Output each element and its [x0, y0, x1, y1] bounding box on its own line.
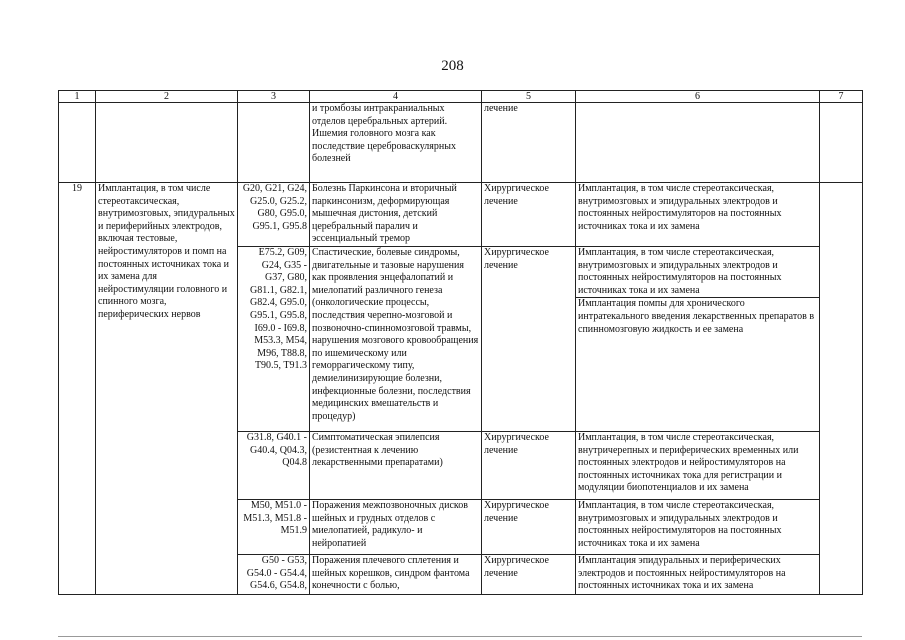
method-cell: Имплантация эпидуральных и периферических электродов и постоянных нейростимуляторов на постоянных источниках тока и их замена — [576, 554, 820, 594]
column-number: 3 — [238, 91, 310, 103]
icd-codes-cell: G20, G21, G24, G25.0, G25.2, G80, G95.0, G95.1, G95.8 — [238, 183, 310, 247]
method-text: Имплантация, в том числе стереотаксическая, внутримозговых и эпидуральных электродов и постоянных нейростимуляторов на постоянных источниках тока и их замена — [578, 246, 782, 296]
diagnosis-cell: Болезнь Паркинсона и вторичный паркинсонизм, деформирующая мышечная дистония, детский церебральный паралич и эссенциальный тремор — [310, 183, 482, 247]
diagnosis-cell: Поражения межпозвоночных дисков шейных и грудных отделов с миелопатией, радикуло- и нейропатией — [310, 499, 482, 554]
continuation-row — [59, 103, 863, 183]
column-number: 4 — [310, 91, 482, 103]
icd-codes-cell: G50 - G53, G54.0 - G54.4, G54.6, G54.8, — [238, 554, 310, 594]
diagnosis-cell: Спастические, болевые синдромы, двигательные и тазовые нарушения как проявления энцефалопатий и миелопатий различного генеза (онкологические процессы, последствия черепно-мозговой и позвоночно-спинномозговой травмы, нарушения мозгового кровообращения по ишемическому или геморрагическому типу, демиелинизирующие болезни, инфекционные болезни, последствия медицинских вмешательств и процедур) — [310, 246, 482, 431]
diagnosis-cell: и тромбозы интракраниальных отделов церебральных артерий. Ишемия головного мозга как последствие цереброваскулярных болезней — [310, 103, 482, 183]
diagnosis-cell: Поражения плечевого сплетения и шейных корешков, синдром фантома конечности с болью, — [310, 554, 482, 594]
column-number: 7 — [820, 91, 863, 103]
column-number: 6 — [576, 91, 820, 103]
medical-care-table — [58, 90, 863, 595]
treatment-cell: лечение — [482, 103, 576, 183]
icd-codes-cell: M50, M51.0 - M51.3, M51.8 - M51.9 — [238, 499, 310, 554]
table-row-19-sub1 — [59, 183, 863, 247]
method-text: Имплантация помпы для хронического интратекального введения лекарственных препаратов в спинномозговую жидкость и ее замена — [576, 297, 819, 336]
treatment-cell: Хирургическое лечение — [482, 554, 576, 594]
icd-codes-cell: G31.8, G40.1 - G40.4, Q04.3, Q04.8 — [238, 431, 310, 499]
column-number: 2 — [96, 91, 238, 103]
treatment-cell: Хирургическое лечение — [482, 431, 576, 499]
page-number: 208 — [441, 58, 464, 74]
method-cell: Имплантация, в том числе стереотаксическая, внутримозговых и эпидуральных электродов и постоянных нейростимуляторов на постоянных источниках тока и их замена — [576, 183, 820, 247]
column-number-row — [59, 91, 863, 103]
page-bottom-rule — [58, 636, 862, 637]
diagnosis-cell: Симптоматическая эпилепсия (резистентная к лечению лекарственными препаратами) — [310, 431, 482, 499]
intervention-cell: Имплантация, в том числе стереотаксическая, внутримозговых, эпидуральных и периферийных электродов, включая тестовые, нейростимуляторов и помп на постоянных источниках тока и их замена для нейростимуляции головного и спинного мозга, периферических нервов — [96, 183, 238, 595]
column-number: 1 — [59, 91, 96, 103]
treatment-cell: Хирургическое лечение — [482, 246, 576, 431]
method-cell: Имплантация, в том числе стереотаксическая, внутримозговых и эпидуральных электродов и постоянных нейростимуляторов на постоянных источниках тока и их замена — [576, 499, 820, 554]
row-number: 19 — [59, 183, 96, 595]
column-number: 5 — [482, 91, 576, 103]
treatment-cell: Хирургическое лечение — [482, 499, 576, 554]
method-cell — [576, 246, 820, 431]
method-cell: Имплантация, в том числе стереотаксическая, внутричерепных и периферических временных или постоянных электродов и нейростимуляторов на постоянных источниках тока для регистрации и модуляции биопотенциалов и их замена — [576, 431, 820, 499]
treatment-cell: Хирургическое лечение — [482, 183, 576, 247]
icd-codes-cell: E75.2, G09, G24, G35 - G37, G80, G81.1, G82.1, G82.4, G95.0, G95.1, G95.8, I69.0 - I69.8, M53.3, M54, M96, T88.8, T90.5, T91.3 — [238, 246, 310, 431]
